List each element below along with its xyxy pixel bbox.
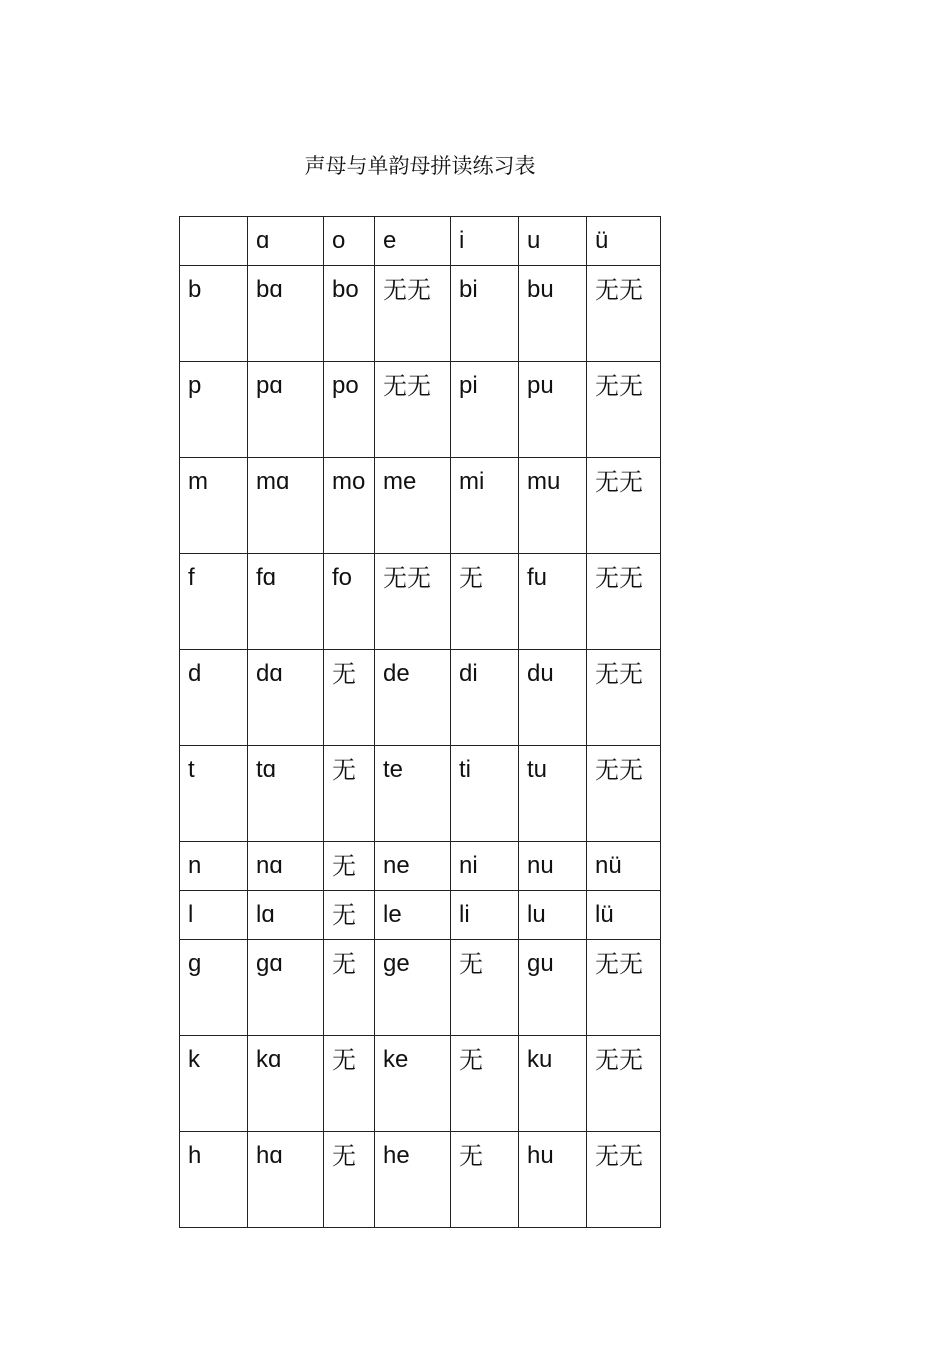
syllable-cell: pɑ [248,362,324,458]
table-row [180,554,661,650]
syllable-cell: 无 [451,554,519,650]
header-final-cell: i [451,217,519,266]
table-row [180,362,661,458]
table-row [180,650,661,746]
table-body [180,217,661,1228]
initial-cell: ɡ [180,940,248,1036]
syllable-cell: 无无 [587,940,661,1036]
syllable-cell: nɑ [248,842,324,891]
syllable-cell: 无 [451,1132,519,1228]
initial-cell: m [180,458,248,554]
table-row [180,746,661,842]
syllable-cell: pu [519,362,587,458]
syllable-cell: pi [451,362,519,458]
table-row [180,458,661,554]
header-final-cell: u [519,217,587,266]
syllable-cell: fo [324,554,375,650]
syllable-cell: 无 [324,650,375,746]
syllable-cell: 无无 [587,362,661,458]
syllable-cell: hu [519,1132,587,1228]
syllable-cell: de [375,650,451,746]
syllable-cell: he [375,1132,451,1228]
syllable-cell: ne [375,842,451,891]
table-row [180,940,661,1036]
syllable-cell: 无 [324,1036,375,1132]
syllable-cell: ni [451,842,519,891]
syllable-cell: mu [519,458,587,554]
syllable-cell: fɑ [248,554,324,650]
syllable-cell: lɑ [248,891,324,940]
syllable-cell: 无无 [587,1132,661,1228]
syllable-cell: 无 [324,1132,375,1228]
initial-cell: t [180,746,248,842]
syllable-cell: bɑ [248,266,324,362]
table-row [180,1132,661,1228]
syllable-cell: 无 [324,842,375,891]
syllable-cell: ke [375,1036,451,1132]
syllable-cell: 无无 [587,746,661,842]
syllable-cell: 无无 [587,458,661,554]
table-row [180,891,661,940]
syllable-cell: 无无 [587,266,661,362]
syllable-cell: fu [519,554,587,650]
syllable-cell: po [324,362,375,458]
header-final-cell: ü [587,217,661,266]
syllable-cell: 无无 [375,554,451,650]
syllable-cell: 无 [324,746,375,842]
initial-cell: l [180,891,248,940]
syllable-cell: li [451,891,519,940]
syllable-cell: mi [451,458,519,554]
syllable-cell: 无 [451,1036,519,1132]
syllable-cell: ɡɑ [248,940,324,1036]
syllable-cell: nu [519,842,587,891]
syllable-cell: ɡu [519,940,587,1036]
syllable-cell: ku [519,1036,587,1132]
syllable-cell: nü [587,842,661,891]
syllable-cell: hɑ [248,1132,324,1228]
table-row [180,266,661,362]
syllable-cell: mo [324,458,375,554]
syllable-cell: ti [451,746,519,842]
syllable-cell: tu [519,746,587,842]
syllable-cell: dɑ [248,650,324,746]
syllable-cell: 无 [324,940,375,1036]
syllable-cell: 无无 [587,554,661,650]
initial-cell: k [180,1036,248,1132]
table-header-row [180,217,661,266]
syllable-cell: te [375,746,451,842]
initial-cell: n [180,842,248,891]
syllable-cell: di [451,650,519,746]
syllable-cell: ɡe [375,940,451,1036]
syllable-cell: 无无 [587,1036,661,1132]
syllable-cell: 无无 [375,266,451,362]
header-final-cell: e [375,217,451,266]
syllable-cell: 无 [451,940,519,1036]
syllable-cell: bo [324,266,375,362]
syllable-cell: 无 [324,891,375,940]
table-row [180,842,661,891]
initial-cell: p [180,362,248,458]
initial-cell: d [180,650,248,746]
header-final-cell: ɑ [248,217,324,266]
header-corner-cell [180,217,248,266]
table-row [180,1036,661,1132]
syllable-cell: bu [519,266,587,362]
syllable-cell: kɑ [248,1036,324,1132]
pinyin-table [179,216,661,1228]
syllable-cell: le [375,891,451,940]
syllable-cell: lü [587,891,661,940]
syllable-cell: 无无 [587,650,661,746]
syllable-cell: 无无 [375,362,451,458]
syllable-cell: lu [519,891,587,940]
header-final-cell: o [324,217,375,266]
syllable-cell: du [519,650,587,746]
initial-cell: h [180,1132,248,1228]
initial-cell: b [180,266,248,362]
document-title: 声母与单韵母拼读练习表 [304,154,536,178]
syllable-cell: tɑ [248,746,324,842]
initial-cell: f [180,554,248,650]
syllable-cell: mɑ [248,458,324,554]
syllable-cell: bi [451,266,519,362]
syllable-cell: me [375,458,451,554]
